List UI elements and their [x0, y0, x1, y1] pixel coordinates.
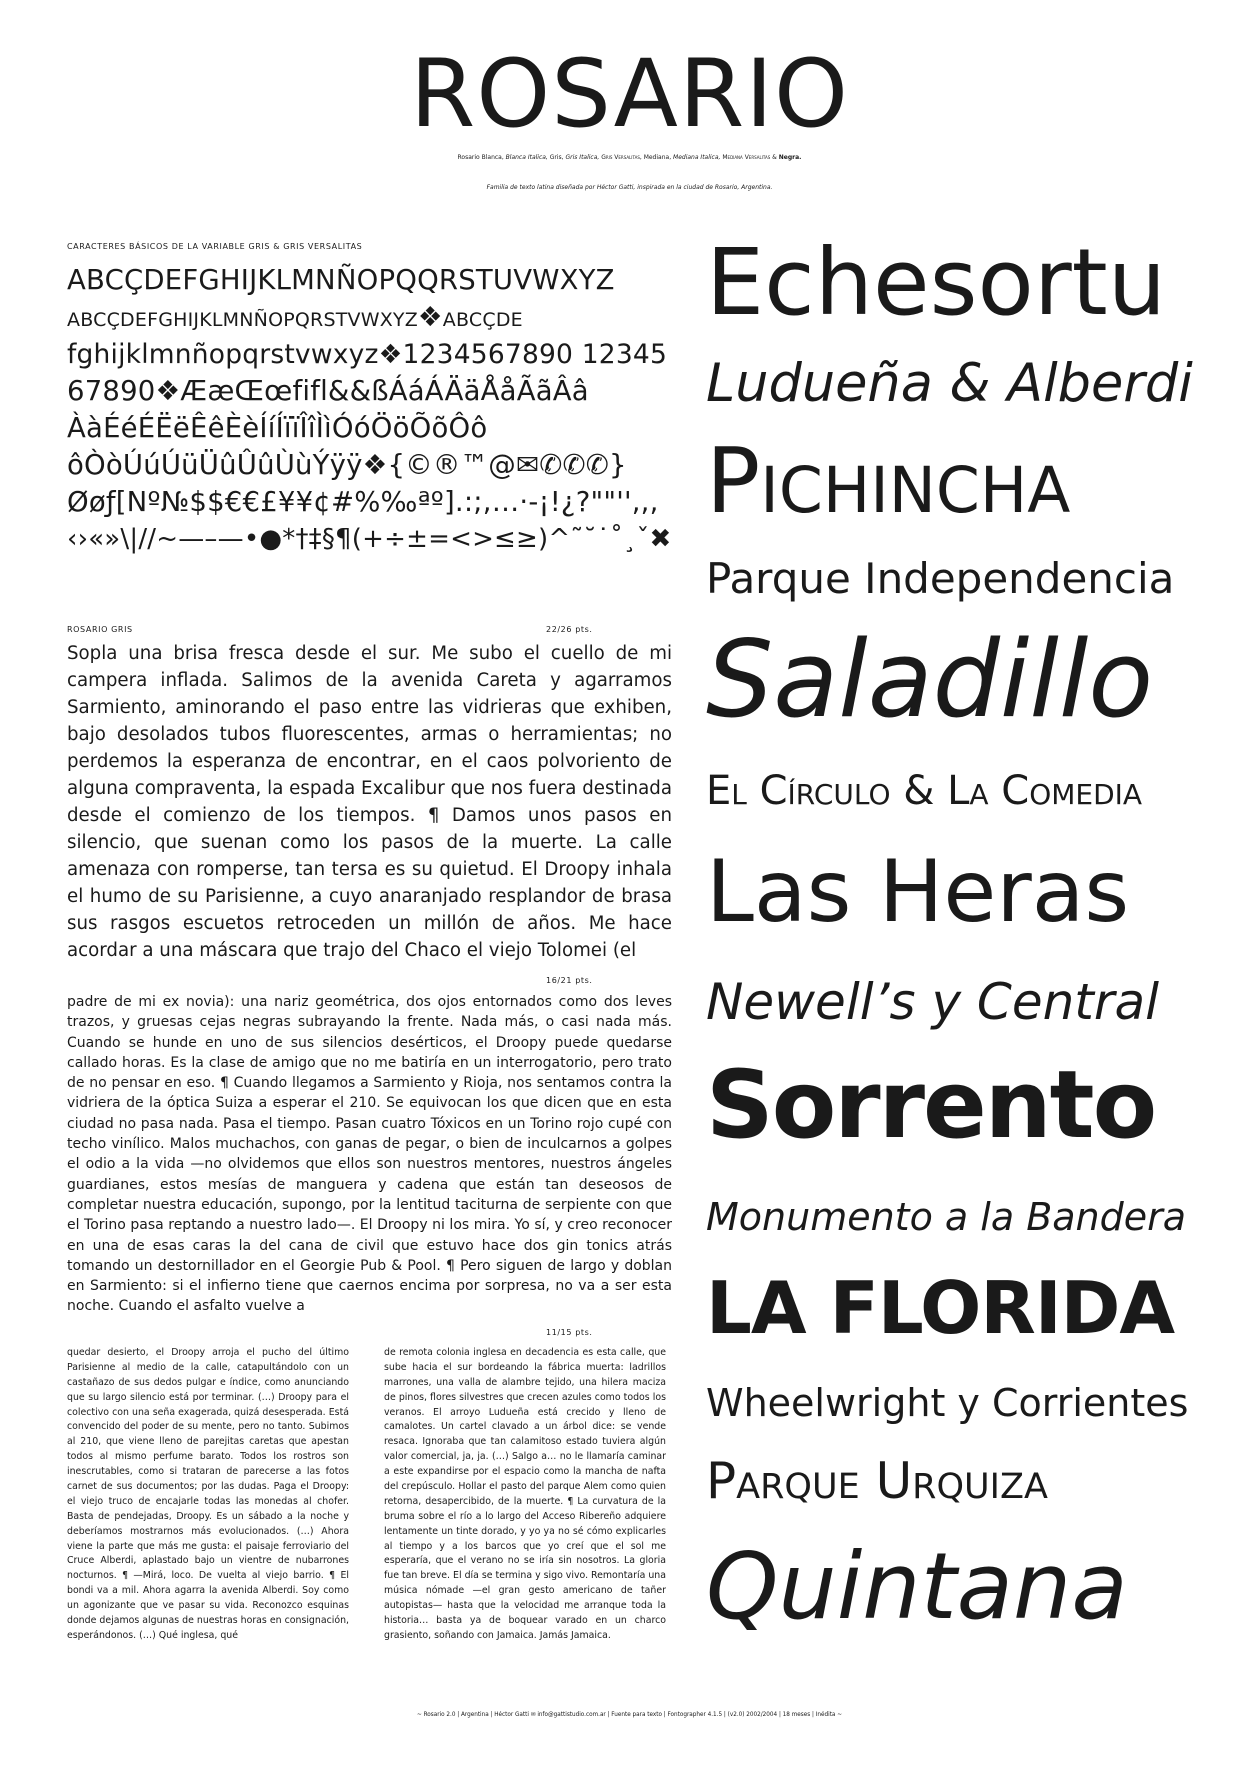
- weight-mediana-versalitas: Mediana Versalitas &: [722, 154, 779, 161]
- char-line-ligatures: 67890❖ÆæŒœfifl&&ßÁáÁÄäÅåÃãÂâ: [67, 375, 589, 407]
- weight-mediana: Mediana,: [643, 154, 674, 161]
- display-saladillo: Saladillo: [706, 618, 1154, 741]
- characters-label: CARACTERES BÁSICOS DE LA VARIABLE GRIS & GRIS VERSALITAS: [67, 242, 363, 251]
- display-las-heras: Las Heras: [706, 842, 1130, 942]
- display-monumento-bandera: Monumento a la Bandera: [706, 1195, 1187, 1239]
- display-echesortu: Echesortu: [706, 229, 1167, 336]
- display-circulo-comedia: El Círculo & La Comedia: [706, 768, 1143, 814]
- family-description: Familia de texto latina diseñada por Héctor Gatti, inspirada en la ciudad de Rosario, Argentina.: [486, 184, 773, 191]
- weight-gris: Gris,: [549, 154, 566, 161]
- sample-text-16pt: padre de mi ex novia): una nariz geométrica, dos ojos entornados como dos leves trazos, y gruesas cejas negras subrayando la frente. Nada más, o casi nada más. Cuando se hunde en uno de sus silencios desérticos, el Droopy puede quedarse callado horas. Es la clase de amigo que no me batiría en un interrogatorio, pero trato de no pensar en eso. ¶ Cuando llegamos a Sarmiento y Rioja, nos sentamos contra la vidriera de la óptica Suiza a esperar el 210. Se equivocan los que dicen que en esta ciudad no pasa nada. Pasa el tiempo. Pasan cuatro Tóxicos en un Torino rojo cupé con techo vinílico. Malos muchachos, con ganas de pegar, o bien de inculcarnos a golpes el odio a la vida —no olvidemos que ellos son nuestros mentores, nuestros ángeles guardianes, estos mesías de manguera y cadena que están tan deseosos de completar nuestra educación, supongo, por la lentitud taciturna de serpiente con que el Torino pasa reptando a nuestro lado—. El Droopy ni los mira. Yo sí, y creo reconocer en una de esas caras la del cana de civil que estuvo hace dos gin tonics atrás tomando un destornillador en el Georgie Pub & Pool. ¶ Pero siguen de largo y doblan en Sarmiento: si el infierno tiene que caernos encima por sorpresa, no va a ser esta noche. Cuando el asfalto vuelve a: [67, 994, 672, 1315]
- sample-text-11pt-col2: de remota colonia inglesa en decadencia es esta calle, que sube hacia el sur bordeando la fábrica muerta: ladrillos marrones, una valla de alambre tejido, una hilera maciza de pinos, flores silvestres que crecen azules como todos los veranos. El arroyo Ludueña está crecido y lleno de camalotes. Un cartel clavado a un árbol dice: se vende resaca. Ignoraba que tan calamitoso estado tuviera algún valor comercial, ja, ja. (…) Salgo a… no le llamaría caminar a este expandirse por el espacio como la mancha de nafta del crepúsculo. Hollar el pasto del parque Alem como quien retorna, desapercibido, de la muerte. ¶ La curvatura de la bruma sobre el río a lo largo del Acceso Ribereño adquiere lentamente un tinte dorado, y yo ya no sé cómo explicarles al tiempo y a los barcos que yo creí que el sol me esperaría, que el verano no se iría sin nosotros. La gloria fue tan breve. El día se termina y sigo vivo. Remontaría una música nómade —el gran gesto americano de tañer autopistas— hasta que la velocidad me arranque toda la historia… basta ya de boquear varado en un charco grasiento, soñando con Jamaica. Jamás Jamaica.: [384, 1347, 666, 1641]
- display-quintana: Quintana: [706, 1533, 1128, 1640]
- weights-subtitle: [0, 146, 1259, 170]
- char-line-lowercase: fghijklmnñopqrstvwxyz❖1234567890 12345: [67, 339, 668, 370]
- display-pichincha: Pichincha: [706, 429, 1071, 534]
- display-newells-central: Newell’s y Central: [706, 973, 1159, 1031]
- weight-gris-italica: Gris Italica,: [565, 154, 602, 161]
- sample-22-size: 22/26 pts.: [546, 625, 593, 634]
- char-line-symbols-2: ‹›«»\|//~—–—•●*†‡§¶(+÷±=<>≤≥)^˜˘˙˚¸ˇ✖: [67, 524, 672, 554]
- sample-font-label: ROSARIO GRIS: [67, 625, 133, 634]
- sample-16-size: 16/21 pts.: [546, 976, 593, 985]
- char-line-accents-1: ÀàÉéÉËëÊêÈèÍíÍïïÎîÌìÓóÖöÕõÔô: [67, 412, 488, 444]
- weight-gris-versalitas: Gris Versalitas,: [601, 154, 644, 161]
- char-line-uppercase: ABCÇDEFGHIJKLMNÑOPQQRSTUVWXYZ: [67, 264, 615, 296]
- display-sorrento: Sorrento: [706, 1051, 1156, 1160]
- char-line-smallcaps: abcçdefghijklmnñopqrstvwxyz❖abcçde: [67, 301, 523, 333]
- char-line-symbols-1: Øøƒ[Nº№$$€€£¥¥¢#%‰ªº].:;,…·-¡!¿?""'',,,: [67, 486, 659, 518]
- footer-credits: ~ Rosario 2.0 | Argentina | Héctor Gatti ✉ info@gattistudio.com.ar | Fuente para texto | Fontographer 4.1.5 | (v2.0) 2002/2004 | 18 meses | Inédita ~: [417, 1712, 842, 1718]
- display-parque-urquiza: Parque Urquiza: [706, 1452, 1048, 1510]
- weight-mediana-italica: Mediana Italica,: [673, 154, 723, 161]
- display-parque-independencia: Parque Independencia: [706, 554, 1175, 603]
- weight-rosario-blanca: Rosario Blanca,: [457, 154, 506, 161]
- display-wheelwright-corrientes: Wheelwright y Corrientes: [706, 1381, 1189, 1425]
- page-title: ROSARIO: [409, 40, 850, 149]
- sample-text-11pt-col1: quedar desierto, el Droopy arroja el pucho del último Parisienne al medio de la calle, catapultándolo con un castañazo de sus dedos pulgar e índice, como anunciando que su largo silencio está por terminar. (…) Droopy para el colectivo con una seña exagerada, quizá desesperada. Está convencido del poder de su mente, pero no tanto. Subimos al 210, que viene lleno de parejitas caretas que apestan todos al mismo perfume barato. Todos los rostros son inescrutables, como si trataran de parecerse a las fotos carnet de sus documentos; por las dudas. Paga el Droopy: el viejo truco de encajarle todas las monedas al chofer. Basta de pendejadas, Droopy. Es un sábado a la noche y deberíamos mostrarnos más evolucionados. (…) Ahora viene la parte que más me gusta: el paisaje ferroviario del Cruce Alberdi, aplastado bajo un vientre de nubarrones nocturnos. ¶ —Mirá, loco. De vuelta al viejo barrio. ¶ El bondi va a mil. Ahora agarra la avenida Alberdi. Soy como un agonizante que ve pasar su vida. Reconozco esquinas donde dejamos algunas de nuestras horas en consignación, esperándonos. (…) Qué inglesa, qué: [67, 1347, 349, 1641]
- display-la-florida: LA FLORIDA: [706, 1266, 1175, 1350]
- sample-11-size: 11/15 pts.: [546, 1328, 593, 1337]
- sample-text-22pt: Sopla una brisa fresca desde el sur. Me subo el cuello de mi campera inflada. Salimos de la avenida Careta y agarramos Sarmiento, aminorando el paso entre las vidrieras que exhiben, bajo desolados tubos fluorescentes, armas o herramientas; no perdemos la esperanza de encontrar, en el caos polvoriento de alguna compraventa, la espada Excalibur que nos fuera destinada desde el comienzo de los tiempos. ¶ Damos unos pasos en silencio, que suenan como los pasos de la muerte. La calle amenaza con romperse, tan tersa es su quietud. El Droopy inhala el humo de su Parisienne, a cuyo anaranjado resplandor de brasa sus rasgos escuetos retroceden un millón de años. Me hace acordar a una máscara que trajo del Chaco el viejo Tolomei (el: [67, 643, 672, 962]
- display-luduena-alberdi: Ludueña & Alberdi: [706, 353, 1193, 414]
- weight-negra: Negra.: [778, 154, 802, 161]
- weight-blanca-italica: Blanca Italica,: [505, 154, 550, 161]
- char-line-accents-2: ôÒòÚúÚüÜûÛûÙùÝÿÿ❖{©®™@✉✆✆✆}: [67, 449, 627, 481]
